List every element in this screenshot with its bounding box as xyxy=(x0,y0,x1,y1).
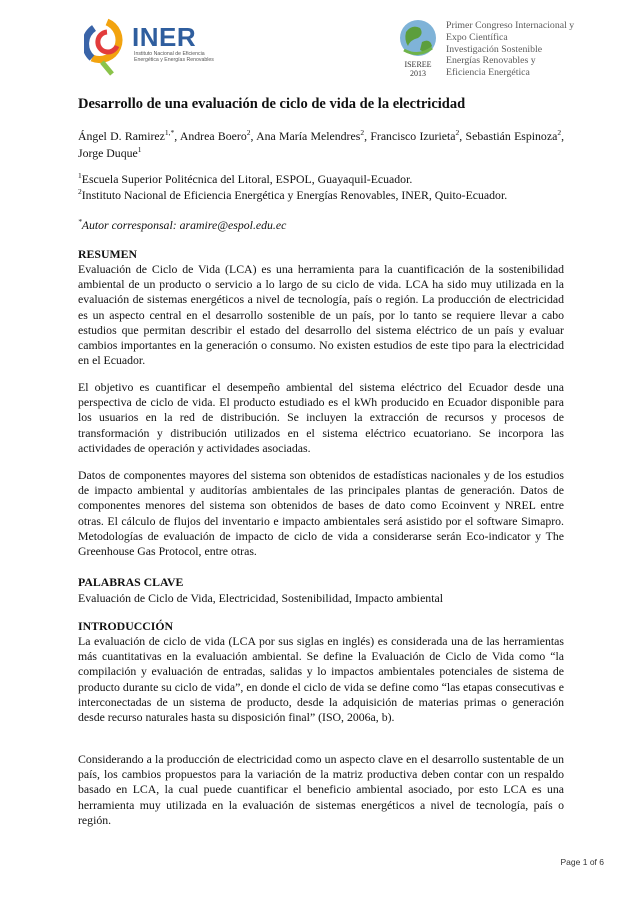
iner-logo-name: INER xyxy=(132,22,197,52)
affiliation-text: Escuela Superior Politécnica del Litoral, ESPOL, Guayaquil-Ecuador. xyxy=(81,172,413,186)
resumen-paragraph-2: El objetivo es cuantificar el desempeño ambiental del sistema eléctrico del Ecuador desde una perspectiva de ciclo de vida. El producto estudiado es el kWh producido en Ecuador disponible para los usuarios en la red de distribución. Se incluyen la extracción de recursos y procesos de transformación y distribución utilizados en el sistema eléctrico ecuatoriano. Se incorpora las actividades de operación y actividades asociadas. xyxy=(78,380,564,455)
conference-year: 2013 xyxy=(410,69,426,78)
iner-logo-subtitle: Instituto Nacional de Eficiencia Energética y Energías Renovables xyxy=(134,51,214,63)
author-sup: 1 xyxy=(137,145,142,154)
conference-title-line: Eficiencia Energética xyxy=(446,67,530,79)
conference-title xyxy=(446,20,596,79)
page-number: Page 1 of 6 xyxy=(560,857,604,867)
introduccion-heading: INTRODUCCIÓN xyxy=(78,619,174,633)
author-name: Ángel D. Ramirez xyxy=(78,129,165,143)
author-name: Jorge Duque xyxy=(78,146,138,160)
page-header xyxy=(0,0,640,90)
conference-title-line: Energías Renovables y xyxy=(446,55,536,67)
author-list: Ángel D. Ramirez$^{1,*}$, Andrea Boero$^2$, Ana María Melendres$^2$, Francisco Izurieta$^2$, Sebastián Espinoza$^2$, Jorge Duque$^1$ xyxy=(78,128,565,160)
resumen-paragraph-1: Evaluación de Ciclo de Vida (LCA) es una herramienta para la cuantificación de la sostenibilidad ambiental de un producto o servicio a lo largo de su ciclo de vida. LCA ha sido muy utilizada en la evaluación de sistemas energéticos a nivel de tecnología, país o región. La producción de electricidad es un aspecto central en el desarrollo sostenible de un país, por lo tanto se requiere llevar a cabo estudios que permitan describir el estado del desarrollo del sistema eléctrico de un país y evaluar cambios importantes en la generación o consumo. No existen estudios de este tipo para la electricidad en el Ecuador. xyxy=(78,262,564,368)
author-name: Francisco Izurieta xyxy=(370,129,456,143)
author-name: Andrea Boero xyxy=(179,129,247,143)
conference-title-line: Investigación Sostenible xyxy=(446,43,543,55)
author-name: Ana María Melendres xyxy=(256,129,361,143)
conference-title-line: Expo Científica xyxy=(446,31,508,43)
resumen-heading: RESUMEN xyxy=(78,247,137,261)
affiliation-sup: 1 xyxy=(78,171,82,180)
corresponding-author xyxy=(78,218,286,233)
conference-logo-label xyxy=(398,60,438,78)
author-sup: 1,* xyxy=(164,128,175,137)
author-name: Sebastián Espinoza xyxy=(465,129,558,143)
conference-title-line: Primer Congreso Internacional y xyxy=(446,20,575,31)
conference-logo xyxy=(398,18,448,80)
paper-title: Desarrollo de una evaluación de ciclo de vida de la electricidad xyxy=(78,96,466,112)
globe-icon xyxy=(398,18,438,58)
introduccion-paragraph-2: Considerando a la producción de electricidad como un aspecto clave en el desarrollo sustentable de un país, los cambios propuestos para la variación de la matriz productiva deben contar con un respaldo basado en LCA, la cual puede cuantificar el beneficio ambiental asociado, por esto LCA es una herramienta muy utilizada en la evaluación de sistemas energéticos a nivel de tecnología, país o región. xyxy=(78,752,564,827)
iner-logo xyxy=(84,18,244,80)
corresponding-sup: * xyxy=(78,217,82,226)
affiliation-2 xyxy=(78,188,564,203)
conference-abbr: ISEREE xyxy=(404,60,432,69)
affiliation-1 xyxy=(78,172,564,187)
keywords-heading: PALABRAS CLAVE xyxy=(78,575,184,589)
corresponding-text: Autor corresponsal: aramire@espol.edu.ec xyxy=(81,218,287,232)
introduccion-paragraph-1: La evaluación de ciclo de vida (LCA por sus siglas en inglés) es considerada una de las herramientas más cuantitativas en la evaluación ambiental. Se define la Evaluación de Ciclo de Vida como “la compilación y evaluación de entradas, salidas y lo impactos ambientales potenciales de sistema de producto durante su ciclo de vida”, en donde el ciclo de vida se define como “las etapas consecutivas e interconectadas de un sistema de producto, desde la adquisición de materias primas o generación desde recurso naturales hasta su disposición final” (ISO, 2006a, b). xyxy=(78,634,564,725)
resumen-paragraph-3: Datos de componentes mayores del sistema son obtenidos de estadísticas nacionales y de los estudios de impacto ambiental y auditorías ambientales de las principales plantas de generación. Datos de componentes menores del sistema son obtenidos de bases de dato como Ecoinvent y NREL entre otras. El cálculo de flujos del inventario e impacto ambientales será asistido por el software Simapro. Metodologías de evaluación de impacto de ciclo de vida a considerarse serán Eco-indicator y The Greenhouse Gas Protocol, entre otras. xyxy=(78,468,564,559)
author-sup: 2 xyxy=(360,128,365,137)
author-sup: 2 xyxy=(246,128,251,137)
affiliation-text: Instituto Nacional de Eficiencia Energética y Energías Renovables, INER, Quito-Ecuador. xyxy=(81,188,508,202)
author-sup: 2 xyxy=(455,128,460,137)
affiliation-sup: 2 xyxy=(78,187,82,196)
keywords-text: Evaluación de Ciclo de Vida, Electricidad, Sostenibilidad, Impacto ambiental xyxy=(78,591,443,605)
author-sup: 2 xyxy=(557,128,562,137)
iner-logo-mark xyxy=(84,18,130,76)
